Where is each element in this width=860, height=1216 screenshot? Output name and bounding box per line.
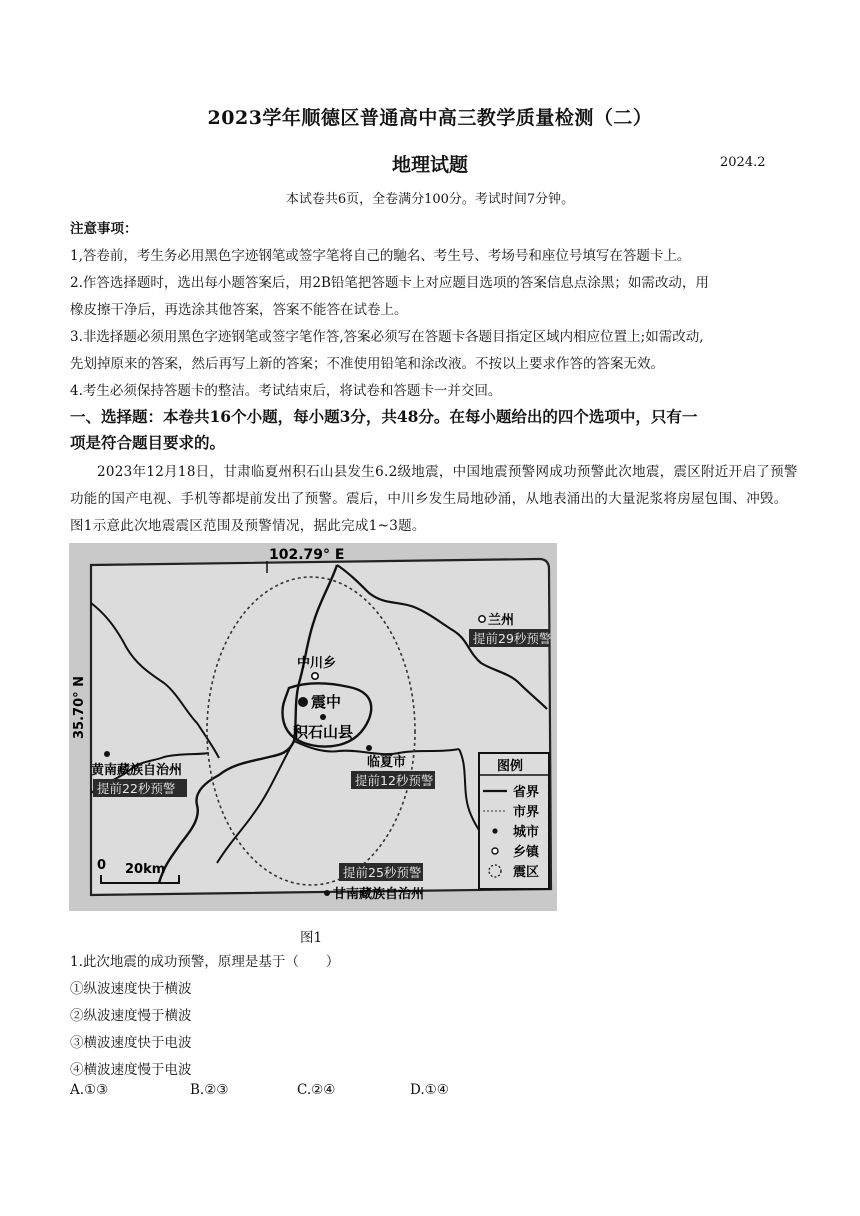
- answer-choice-d: D.①④: [410, 1082, 449, 1098]
- notes-line: 橡皮擦干净后，再选涂其他答案，答案不能答在试卷上。: [70, 302, 408, 318]
- section-heading-line: 项是符合题目要求的。: [70, 433, 226, 452]
- figure-caption: 图1: [300, 930, 323, 946]
- lanzhou-warning-label: 提前29秒预警: [473, 631, 552, 646]
- legend-item: 乡镇: [513, 845, 540, 860]
- answer-choice-a: A.①③: [70, 1082, 109, 1098]
- question-option: ②纵波速度慢于横波: [70, 1008, 192, 1024]
- legend-item: 市界: [513, 805, 540, 820]
- zhongchuan-label: 中川乡: [297, 656, 337, 671]
- gannan-warning-label: 提前25秒预警: [343, 865, 422, 880]
- question-option: ①纵波速度快于横波: [70, 981, 192, 997]
- notes-block: [70, 216, 790, 405]
- notes-line: 4.考生必须保持答题卡的整洁。考试结束后，将试卷和答题卡一并交回。: [70, 383, 502, 399]
- notes-line: 1,答卷前，考生务必用黑色字迹钢笔或签字笔将自己的馳名、考生号、考场号和座位号填写在答题卡上。: [70, 248, 691, 264]
- question-1: [70, 949, 790, 1084]
- gannan-label: 甘南藏族自治州: [333, 887, 425, 902]
- notes-line: 先划掉原来的答案，然后再写上新的答案；不准使用铅笔和涂改液。不按以上要求作答的答案无效。: [70, 356, 664, 372]
- jishishan-label: 积石山县: [293, 723, 354, 741]
- huangnan-marker: [104, 751, 110, 757]
- legend-item: 震区: [513, 865, 540, 880]
- legend-town-symbol: [492, 848, 498, 854]
- notes-heading: 注意事项：: [70, 221, 138, 237]
- linxia-marker: [366, 745, 372, 751]
- exam-title: 2023学年顺德区普通高中高三教学质量检测（二）: [207, 107, 653, 129]
- gannan-marker: [324, 890, 330, 896]
- linxia-label: 临夏市: [367, 755, 407, 770]
- huangnan-warning-label: 提前22秒预警: [97, 781, 176, 796]
- lanzhou-label: 兰州: [488, 613, 515, 628]
- section-heading: [70, 404, 800, 456]
- question-stem: 1.此次地震的成功预警，原理是基于（ ）: [70, 954, 340, 970]
- notes-line: 3.非选择题必须用黑色字迹钢笔或签字笔作答,答案必须写在答题卡各题目指定区域内相应位置上;如需改动,: [70, 329, 704, 345]
- latitude-label: 35.70° N: [72, 675, 87, 739]
- longitude-label: 102.79° E: [269, 547, 345, 563]
- scale-zero: 0: [97, 858, 107, 873]
- legend-city-symbol: [492, 828, 497, 833]
- legend-item: 城市: [513, 825, 540, 840]
- legend-title: 图例: [497, 759, 524, 774]
- question-option: ③横波速度快于电波: [70, 1035, 192, 1051]
- exam-intro: 本试卷共6页，全卷满分100分。考试时间7分钟。: [285, 192, 575, 207]
- legend-item: 省界: [513, 785, 540, 800]
- lanzhou-marker: [479, 616, 485, 622]
- scale-label: 20km: [125, 862, 166, 877]
- exam-date: 2024.2: [720, 155, 766, 170]
- exam-subtitle: 地理试题: [391, 154, 468, 176]
- answer-choice-c: C.②④: [297, 1082, 336, 1098]
- linxia-warning-label: 提前12秒预警: [355, 773, 434, 788]
- jishishan-marker: [320, 714, 326, 720]
- question-option: ④横波速度慢于电波: [70, 1062, 192, 1078]
- notes-line: 2.作答选择题时，选出每小题答案后，用2B铅笔把答题卡上对应题目选项的答案信息点涂黑；如需改动，用: [70, 275, 709, 291]
- epicenter-marker: [298, 697, 308, 707]
- huangnan-label: 黄南藏族自治州: [91, 763, 183, 778]
- earthquake-map: [69, 543, 557, 911]
- zhongchuan-marker: [312, 673, 318, 679]
- answer-choice-b: B.②③: [190, 1082, 229, 1098]
- question-passage: 2023年12月18日，甘肃临夏州积石山县发生6.2级地震，中国地震预警网成功预警此次地震，震区附近开启了预警功能的国产电视、手机等都堤前发出了预警。震后，中川乡发生局地砂涌，从地表涌出的大量泥浆将房屋包围、冲毁。图1示意此次地震震区范围及预警情况，据此完成1~3题。: [70, 464, 798, 534]
- epicenter-label: 震中: [311, 693, 342, 711]
- section-heading-line: 一、选择题：本卷共16个小题，每小题3分，共48分。在每小题给出的四个选项中，只有一: [70, 407, 698, 426]
